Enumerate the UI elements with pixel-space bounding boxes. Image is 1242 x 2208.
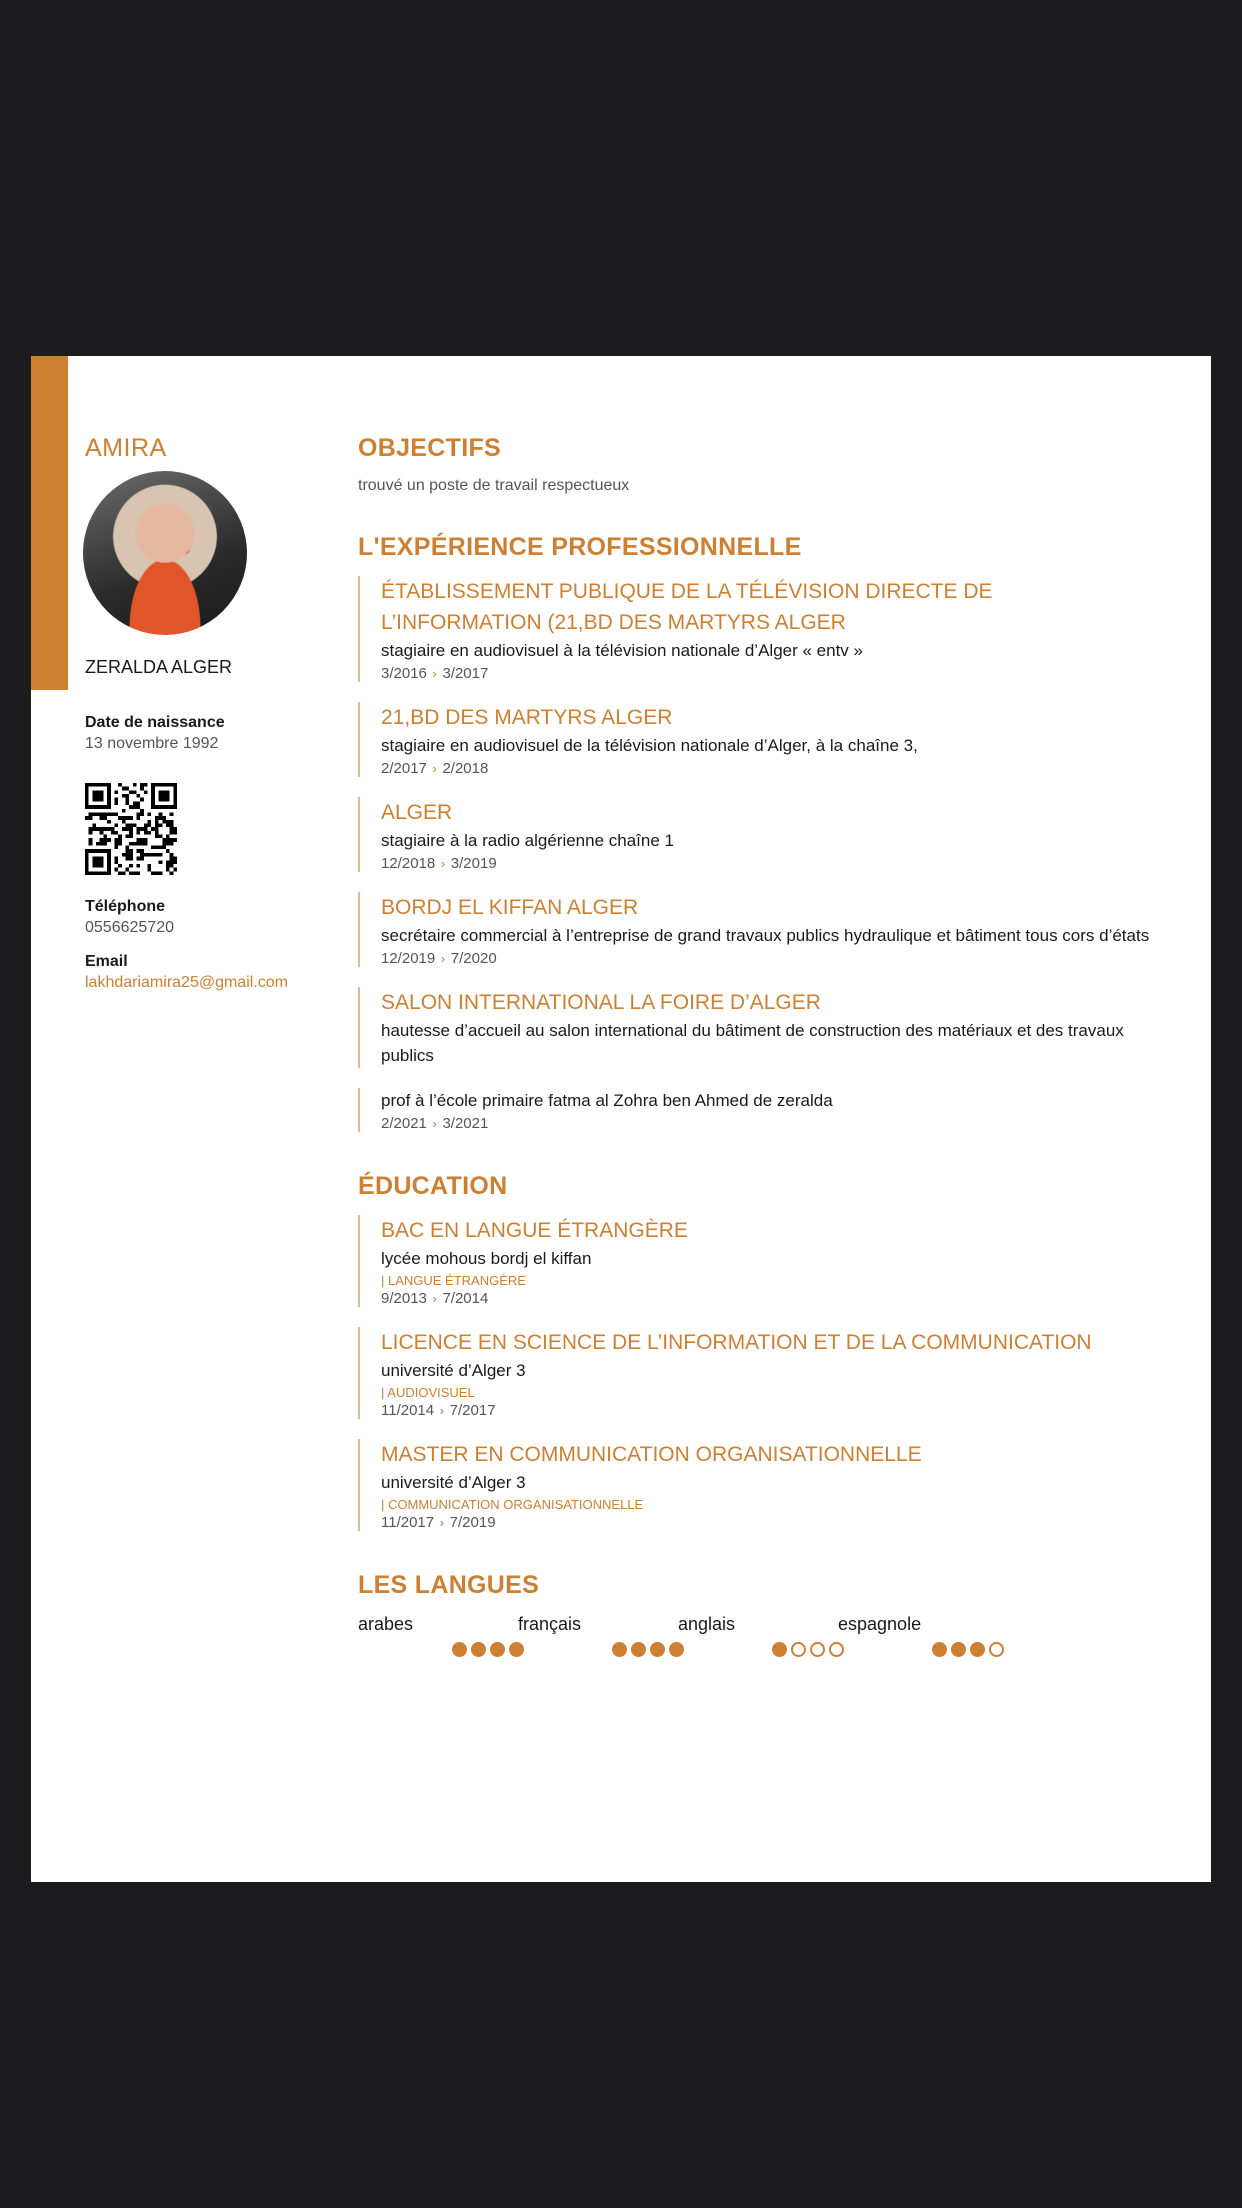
- experience-list: [358, 576, 1158, 1132]
- experience-entry: [358, 702, 1158, 777]
- language-item: [838, 1614, 921, 1635]
- education-title: ÉDUCATION: [358, 1172, 508, 1200]
- entry-dates: [381, 760, 1158, 777]
- entry-title: ALGER: [381, 801, 453, 824]
- entry-title: 21,BD DES MARTYRS ALGER: [381, 706, 673, 729]
- languages-list: [358, 1614, 1158, 1670]
- level-dot-empty: [791, 1642, 806, 1657]
- end-date: 2/2018: [442, 760, 489, 777]
- start-date: 12/2018: [381, 855, 436, 872]
- birth-value: 13 novembre 1992: [85, 735, 219, 752]
- experience-entry: [358, 576, 1158, 682]
- experience-entry: [358, 892, 1158, 967]
- profile-name: AMIRA: [85, 434, 167, 462]
- level-dot-filled: [772, 1642, 787, 1657]
- entry-description: stagiaire en audiovisuel à la télévision nationale d’Alger « entv »: [381, 641, 863, 660]
- level-dot-filled: [471, 1642, 486, 1657]
- experience-title: L'EXPÉRIENCE PROFESSIONNELLE: [358, 533, 802, 561]
- entry-dates: [381, 1290, 1158, 1307]
- level-dot-filled: [612, 1642, 627, 1657]
- level-dot-filled: [509, 1642, 524, 1657]
- level-dot-filled: [452, 1642, 467, 1657]
- language-item: [678, 1614, 735, 1635]
- end-date: 3/2019: [450, 855, 497, 872]
- language-name: français: [518, 1614, 582, 1634]
- content-column: [358, 434, 1158, 1670]
- field-of-study: | LANGUE ÉTRANGÈRE: [381, 1273, 526, 1288]
- start-date: 2/2021: [381, 1115, 427, 1132]
- entry-dates: [381, 1402, 1158, 1419]
- accent-bar: [31, 356, 68, 690]
- entry-description: hautesse d’accueil au salon international du bâtiment de construction des matériaux et des travaux publics: [381, 1021, 1124, 1065]
- profile-photo: [83, 471, 247, 635]
- start-date: 3/2016: [381, 665, 427, 682]
- objectives-title: OBJECTIFS: [358, 434, 501, 462]
- end-date: 7/2017: [449, 1402, 496, 1419]
- entry-description: stagiaire à la radio algérienne chaîne 1: [381, 831, 674, 850]
- start-date: 9/2013: [381, 1290, 427, 1307]
- entry-dates: [381, 855, 1158, 872]
- language-level: [932, 1642, 1004, 1657]
- email-label: Email: [85, 953, 128, 970]
- objectives-text: trouvé un poste de travail respectueux: [358, 477, 630, 494]
- phone-value: 0556625720: [85, 919, 174, 936]
- languages-title: LES LANGUES: [358, 1571, 540, 1599]
- email-link[interactable]: lakhdariamira25@gmail.com: [85, 974, 288, 991]
- profile-city: ZERALDA ALGER: [85, 657, 233, 677]
- chevron-right-icon: ›: [437, 951, 449, 966]
- birth-label: Date de naissance: [85, 714, 225, 731]
- level-dot-filled: [631, 1642, 646, 1657]
- level-dot-empty: [989, 1642, 1004, 1657]
- entry-title: SALON INTERNATIONAL LA FOIRE D’ALGER: [381, 991, 821, 1014]
- field-of-study: | COMMUNICATION ORGANISATIONNELLE: [381, 1497, 644, 1512]
- school-name: lycée mohous bordj el kiffan: [381, 1249, 592, 1268]
- language-item: [518, 1614, 581, 1635]
- education-entry: [358, 1439, 1158, 1531]
- entry-title: BAC EN LANGUE ÉTRANGÈRE: [381, 1219, 688, 1242]
- chevron-right-icon: ›: [428, 666, 441, 681]
- end-date: 3/2021: [442, 1115, 489, 1132]
- education-entry: [358, 1215, 1158, 1307]
- entry-description: stagiaire en audiovisuel de la télévision nationale d’Alger, à la chaîne 3,: [381, 736, 918, 755]
- level-dot-empty: [829, 1642, 844, 1657]
- end-date: 7/2014: [442, 1290, 489, 1307]
- experience-entry: [358, 797, 1158, 872]
- entry-dates: [381, 665, 1158, 682]
- entry-title: MASTER EN COMMUNICATION ORGANISATIONNELLE: [381, 1443, 922, 1466]
- chevron-right-icon: ›: [428, 1116, 441, 1131]
- language-level: [452, 1642, 524, 1657]
- qr-code-icon: [85, 783, 177, 875]
- end-date: 3/2017: [442, 665, 489, 682]
- entry-dates: [381, 950, 1158, 967]
- resume-sheet: [31, 356, 1211, 1882]
- level-dot-filled: [650, 1642, 665, 1657]
- language-level: [772, 1642, 844, 1657]
- entry-description: prof à l’école primaire fatma al Zohra ben Ahmed de zeralda: [381, 1091, 833, 1110]
- level-dot-filled: [970, 1642, 985, 1657]
- end-date: 7/2019: [449, 1514, 496, 1531]
- start-date: 12/2019: [381, 950, 436, 967]
- language-name: espagnole: [838, 1614, 922, 1634]
- language-item: [358, 1614, 413, 1635]
- education-entry: [358, 1327, 1158, 1419]
- level-dot-filled: [490, 1642, 505, 1657]
- language-name: anglais: [678, 1614, 736, 1634]
- level-dot-empty: [810, 1642, 825, 1657]
- entry-title: ÉTABLISSEMENT PUBLIQUE DE LA TÉLÉVISION DIRECTE DE L’INFORMATION (21,BD DES MARTYRS ALGER: [381, 580, 993, 634]
- school-name: université d’Alger 3: [381, 1473, 526, 1492]
- start-date: 11/2017: [381, 1514, 435, 1531]
- level-dot-filled: [951, 1642, 966, 1657]
- entry-title: BORDJ EL KIFFAN ALGER: [381, 896, 639, 919]
- chevron-right-icon: ›: [436, 1515, 448, 1530]
- chevron-right-icon: ›: [436, 1403, 448, 1418]
- profile-column: [85, 434, 335, 992]
- experience-entry: [358, 1088, 1158, 1132]
- entry-dates: [381, 1115, 1158, 1132]
- chevron-right-icon: ›: [428, 1291, 441, 1306]
- language-level: [612, 1642, 684, 1657]
- start-date: 11/2014: [381, 1402, 435, 1419]
- chevron-right-icon: ›: [437, 856, 449, 871]
- entry-title: LICENCE EN SCIENCE DE L’INFORMATION ET DE LA COMMUNICATION: [381, 1331, 1092, 1354]
- entry-dates: [381, 1514, 1158, 1531]
- phone-label: Téléphone: [85, 898, 166, 915]
- end-date: 7/2020: [450, 950, 497, 967]
- school-name: université d’Alger 3: [381, 1361, 526, 1380]
- language-name: arabes: [358, 1614, 414, 1634]
- start-date: 2/2017: [381, 760, 427, 777]
- experience-entry: [358, 987, 1158, 1068]
- chevron-right-icon: ›: [428, 761, 441, 776]
- level-dot-filled: [669, 1642, 684, 1657]
- level-dot-filled: [932, 1642, 947, 1657]
- entry-description: secrétaire commercial à l’entreprise de grand travaux publics hydraulique et bâtiment tous cors d’états: [381, 926, 1150, 945]
- education-list: [358, 1215, 1158, 1531]
- field-of-study: | AUDIOVISUEL: [381, 1385, 475, 1400]
